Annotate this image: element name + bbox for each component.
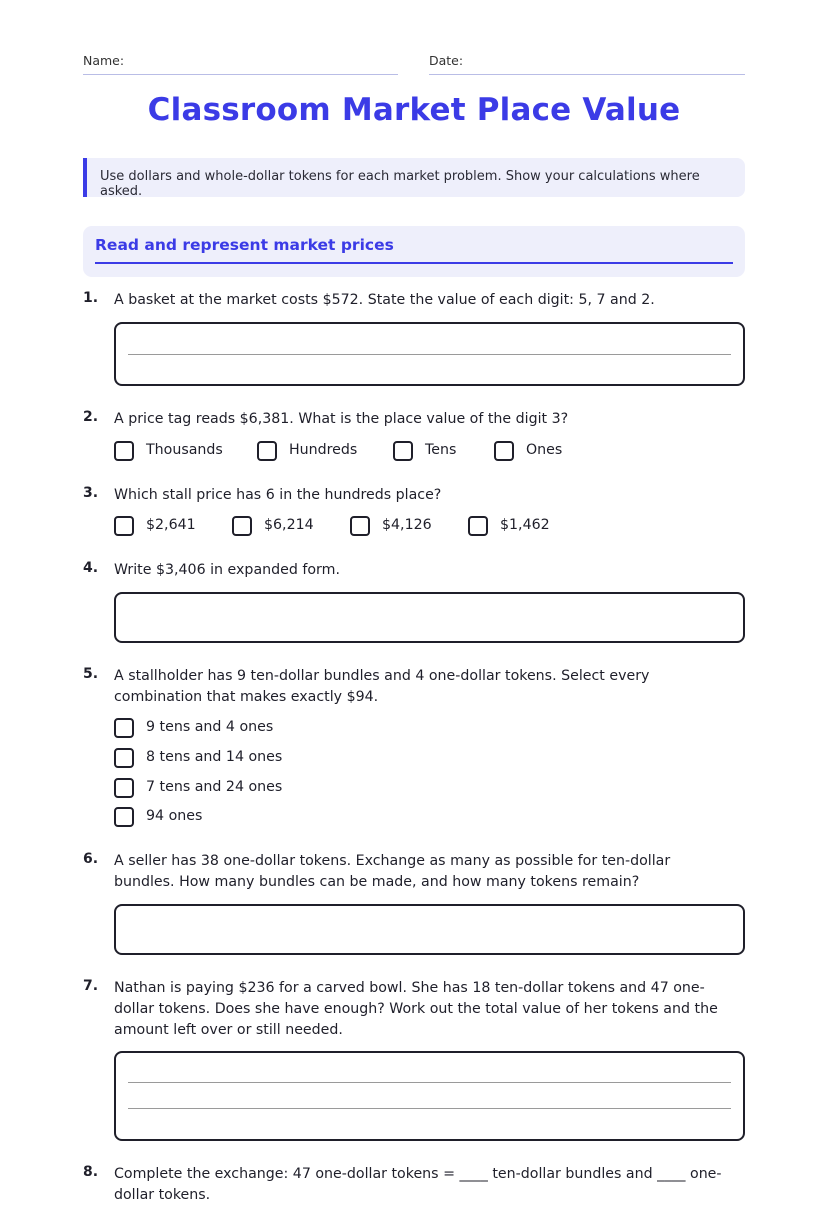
checkbox[interactable] [232,516,252,536]
option-label: $6,214 [264,517,314,533]
instructions-text: Use dollars and whole-dollar tokens for each market problem. Show your calculations where asked. [100,169,700,199]
option-checkbox[interactable] [494,441,584,465]
option-checkbox[interactable] [468,516,568,540]
checkbox[interactable] [114,778,134,798]
date-field[interactable] [429,52,745,75]
checkbox[interactable] [114,441,134,461]
question-number: 1. [83,290,99,306]
answer-box-q4[interactable] [114,592,745,643]
question-number: 6. [83,851,99,867]
option-label: Ones [526,442,563,458]
option-label: 94 ones [146,808,203,824]
question-text: A basket at the market costs $572. State the value of each digit: 5, 7 and 2. [114,292,655,308]
answer-box-q7[interactable] [114,1051,745,1141]
section-title: Read and represent market prices [95,236,394,254]
checkbox[interactable] [393,441,413,461]
answer-line [128,354,731,355]
section-header [83,226,745,277]
option-checkbox[interactable] [393,441,483,465]
option-label: $2,641 [146,517,196,533]
question-number: 5. [83,666,99,682]
question-number: 3. [83,485,99,501]
date-label: Date: [429,53,464,68]
section-rule [95,262,733,264]
answer-line [128,1082,731,1083]
option-checkbox[interactable] [114,778,314,802]
checkbox[interactable] [114,748,134,768]
question-text: Which stall price has 6 in the hundreds place? [114,487,442,503]
checkbox[interactable] [114,516,134,536]
instructions-box [83,158,745,197]
answer-line [128,1108,731,1109]
question-text: Complete the exchange: 47 one-dollar tokens = ____ ten-dollar bundles and ____ one-dollar tokens. [114,1166,722,1203]
answer-box-q1[interactable] [114,322,745,386]
option-label: 9 tens and 4 ones [146,719,274,735]
question-number: 2. [83,409,99,425]
option-label: $4,126 [382,517,432,533]
name-field[interactable] [83,52,398,75]
page-title: Classroom Market Place Value [147,92,681,128]
option-label: Hundreds [289,442,358,458]
checkbox[interactable] [114,718,134,738]
option-label: Thousands [146,442,223,458]
question-text: A stallholder has 9 ten-dollar bundles and 4 one-dollar tokens. Select every combination that makes exactly $94. [114,668,650,705]
option-checkbox[interactable] [350,516,450,540]
option-checkbox[interactable] [114,441,234,465]
option-label: 8 tens and 14 ones [146,749,283,765]
checkbox[interactable] [257,441,277,461]
checkbox[interactable] [494,441,514,461]
option-checkbox[interactable] [114,748,314,772]
question-number: 7. [83,978,99,994]
option-checkbox[interactable] [232,516,332,540]
option-label: Tens [425,442,457,458]
question-number: 8. [83,1164,99,1180]
answer-box-q6[interactable] [114,904,745,955]
option-label: $1,462 [500,517,550,533]
option-label: 7 tens and 24 ones [146,779,283,795]
question-number: 4. [83,560,99,576]
checkbox[interactable] [350,516,370,536]
name-label: Name: [83,53,125,68]
question-text: Write $3,406 in expanded form. [114,562,340,578]
question-text: A seller has 38 one-dollar tokens. Exchange as many as possible for ten-dollar bundles. How many bundles can be made, and how many tokens remain? [114,853,671,890]
option-checkbox[interactable] [114,807,314,831]
question-text: Nathan is paying $236 for a carved bowl. She has 18 ten-dollar tokens and 47 one-dollar tokens. Does she have enough? Work out the total value of her tokens and the amount left over or still needed. [114,980,718,1038]
checkbox[interactable] [114,807,134,827]
question-text: A price tag reads $6,381. What is the place value of the digit 3? [114,411,569,427]
option-checkbox[interactable] [257,441,377,465]
checkbox[interactable] [468,516,488,536]
option-checkbox[interactable] [114,718,314,742]
option-checkbox[interactable] [114,516,214,540]
